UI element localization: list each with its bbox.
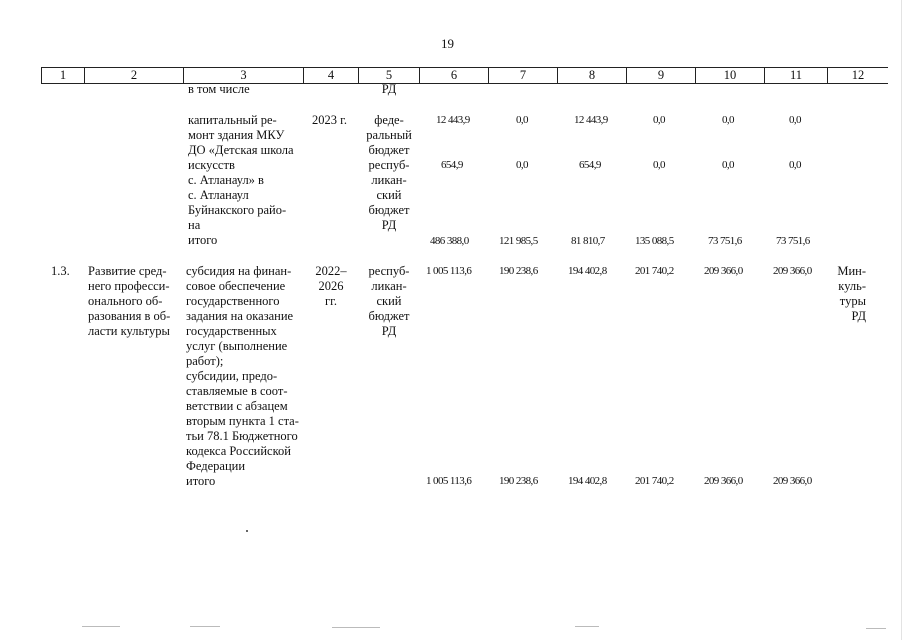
federal-value-col9: 0,0 <box>653 114 665 126</box>
value-col6: 1 005 113,6 <box>426 265 472 277</box>
object-line: на <box>188 218 201 232</box>
object-line: Буйнакского райо- <box>188 203 287 217</box>
funding-source-line: феде- <box>374 113 404 127</box>
value-col9: 201 740,2 <box>635 265 674 277</box>
funding-source-line: ликан- <box>371 279 407 293</box>
funding-source-line: респуб- <box>368 264 410 278</box>
total-value-col11: 73 751,6 <box>776 235 810 247</box>
program-name-line: ласти культуры <box>88 324 170 338</box>
federal-value-col6: 12 443,9 <box>436 114 470 126</box>
funding-source-line: ликан- <box>371 173 407 187</box>
object-line: искусств <box>188 158 235 172</box>
activity-line: вторым пункта 1 ста- <box>186 414 299 428</box>
row-index: 1.3. <box>51 264 70 278</box>
total-value-col6: 486 388,0 <box>430 235 469 247</box>
header-col-8: 8 <box>588 68 596 82</box>
page-number: 19 <box>441 36 454 51</box>
object-line: с. Атланаул» в <box>188 173 264 187</box>
republican-value-col9: 0,0 <box>653 159 665 171</box>
republican-value-col8: 654,9 <box>579 159 601 171</box>
object-line: капитальный ре- <box>188 113 277 127</box>
activity-line: государственного <box>186 294 280 308</box>
period-line: 2022– <box>315 264 347 278</box>
activity-line: совое обеспечение <box>186 279 286 293</box>
value-col8: 194 402,8 <box>568 265 607 277</box>
including-source: РД <box>381 82 397 96</box>
executor-line: куль- <box>838 279 866 293</box>
federal-value-col8: 12 443,9 <box>574 114 608 126</box>
activity-line: государственных <box>186 324 277 338</box>
total-value-col7: 190 238,6 <box>499 475 538 487</box>
funding-source-line: ский <box>376 294 402 308</box>
header-col-10: 10 <box>723 68 737 82</box>
republican-value-col10: 0,0 <box>722 159 734 171</box>
total-value-col10: 209 366,0 <box>704 475 743 487</box>
scan-speck <box>82 626 120 627</box>
total-value-col10: 73 751,6 <box>708 235 742 247</box>
header-col-7: 7 <box>519 68 527 82</box>
total-value-col6: 1 005 113,6 <box>426 475 472 487</box>
scan-speck <box>866 628 886 629</box>
header-col-3: 3 <box>240 68 247 82</box>
activity-line: Федерации <box>186 459 246 473</box>
funding-source-line: бюджет <box>368 143 410 157</box>
total-value-col9: 135 088,5 <box>635 235 674 247</box>
period-line: гг. <box>325 294 337 308</box>
funding-source-line: РД <box>381 324 397 338</box>
object-line: с. Атланаул <box>188 188 249 202</box>
program-name-line: него професси- <box>88 279 170 293</box>
total-value-col11: 209 366,0 <box>773 475 812 487</box>
executor-line: РД <box>851 309 866 323</box>
header-col-5: 5 <box>385 68 393 82</box>
object-year: 2023 г. <box>312 113 347 127</box>
funding-source-line: ский <box>376 188 402 202</box>
object-line: монт здания МКУ <box>188 128 285 142</box>
activity-line: тьи 78.1 Бюджетного <box>186 429 298 443</box>
executor-line: туры <box>839 294 866 308</box>
activity-line: работ); <box>186 354 224 368</box>
scan-speck <box>901 0 902 640</box>
federal-value-col11: 0,0 <box>789 114 801 126</box>
activity-line: ветствии с абзацем <box>186 399 288 413</box>
scan-speck <box>190 626 220 627</box>
header-col-11: 11 <box>789 68 803 82</box>
total-value-col7: 121 985,5 <box>499 235 538 247</box>
activity-line: ставляемые в соот- <box>186 384 288 398</box>
scan-speck <box>575 626 599 627</box>
federal-value-col7: 0,0 <box>516 114 528 126</box>
including-label: в том числе <box>188 82 250 96</box>
funding-source-line: ральный <box>366 128 412 142</box>
header-col-2: 2 <box>130 68 138 82</box>
activity-line: услуг (выполнение <box>186 339 288 353</box>
republican-value-col6: 654,9 <box>441 159 463 171</box>
funding-source-line: респуб- <box>368 158 410 172</box>
activity-line: субсидия на финан- <box>186 264 292 278</box>
total-value-col8: 81 810,7 <box>571 235 605 247</box>
program-name-line: онального об- <box>88 294 163 308</box>
total-label: итого <box>188 233 218 247</box>
activity-line: кодекса Российской <box>186 444 291 458</box>
total-label: итого <box>186 474 216 488</box>
activity-line: задания на оказание <box>186 309 294 323</box>
republican-value-col11: 0,0 <box>789 159 801 171</box>
republican-value-col7: 0,0 <box>516 159 528 171</box>
header-col-1: 1 <box>59 68 67 82</box>
scan-speck <box>246 530 248 532</box>
header-bottom-border <box>41 83 888 84</box>
period-line: 2026 <box>318 279 344 293</box>
total-value-col8: 194 402,8 <box>568 475 607 487</box>
total-value-col9: 201 740,2 <box>635 475 674 487</box>
value-col11: 209 366,0 <box>773 265 812 277</box>
header-col-6: 6 <box>450 68 458 82</box>
executor-line: Мин- <box>837 264 866 278</box>
funding-source-line: бюджет <box>368 309 410 323</box>
program-name-line: разования в об- <box>88 309 171 323</box>
program-name-line: Развитие сред- <box>88 264 167 278</box>
header-col-4: 4 <box>327 68 335 82</box>
scan-speck <box>332 627 380 628</box>
funding-source-line: РД <box>381 218 397 232</box>
header-col-12: 12 <box>851 68 865 82</box>
value-col10: 209 366,0 <box>704 265 743 277</box>
federal-value-col10: 0,0 <box>722 114 734 126</box>
object-line: ДО «Детская школа <box>188 143 294 157</box>
header-col-9: 9 <box>657 68 665 82</box>
value-col7: 190 238,6 <box>499 265 538 277</box>
funding-source-line: бюджет <box>368 203 410 217</box>
activity-line: субсидии, предо- <box>186 369 278 383</box>
